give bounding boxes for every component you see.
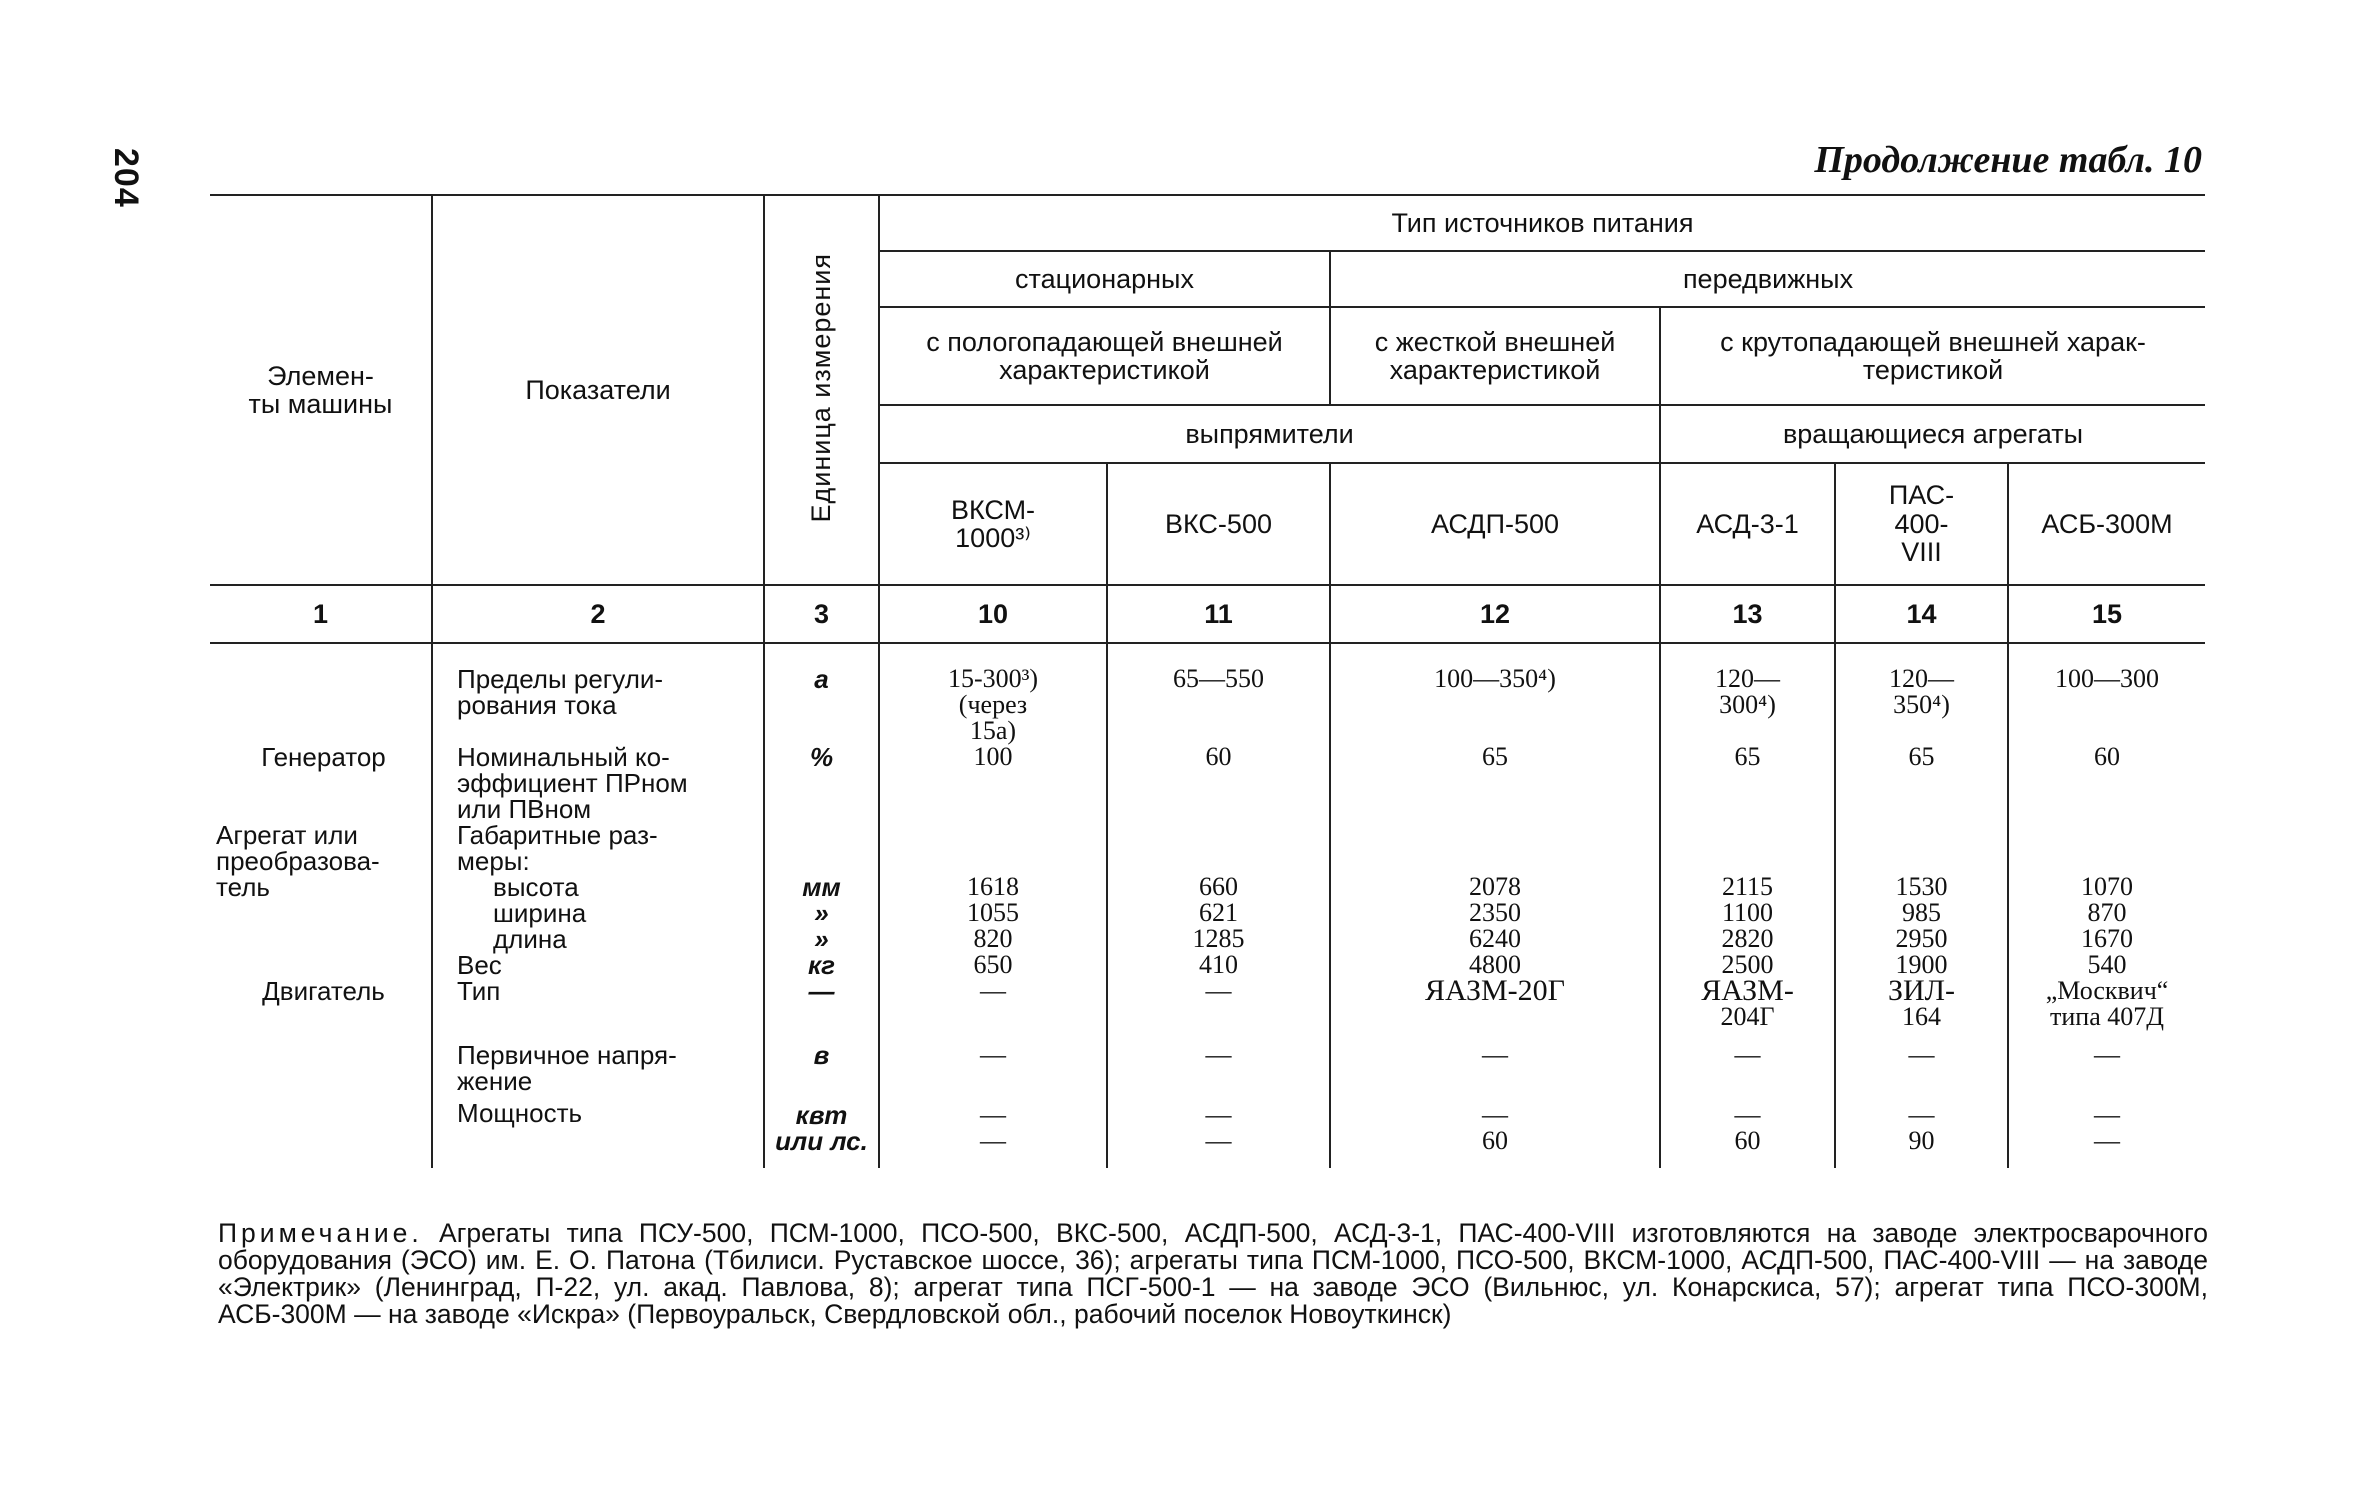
header-steep-characteristic: с крутопадающей внешней харак- теристикой	[1660, 307, 2205, 405]
model-pas-400-viii: ПАС- 400- VIII	[1835, 463, 2008, 585]
header-elements: Элемен- ты машины	[210, 195, 432, 585]
table-row: Генератор Номинальный ко- эффициент ПРном или ПВном % 100 60 65 65 65 60	[210, 744, 2205, 822]
col-num: 14	[1835, 585, 2008, 643]
table-row: высота ширина длина мм » » 1618 1055 820 660 621 1285 2078 2350 6240 2115 1100 2820 1530 985 2950 1070 870 1670	[210, 874, 2205, 952]
col-num: 2	[432, 585, 764, 643]
model-vks-500: ВКС-500	[1107, 463, 1330, 585]
header-source-type: Тип источников питания	[879, 195, 2205, 251]
footnote-label: Примечание.	[218, 1218, 423, 1248]
table-row: Первичное напря- жение в — — — — — —	[210, 1030, 2205, 1094]
header-indicators: Показатели	[432, 195, 764, 585]
table-footnote	[218, 1220, 2208, 1328]
col-num: 13	[1660, 585, 1835, 643]
model-asdp-500: АСДП-500	[1330, 463, 1660, 585]
header-unit: Единица измерения	[764, 195, 879, 585]
model-asb-300m: АСБ-300М	[2008, 463, 2205, 585]
header-falling-characteristic: с пологопадающей внешней характеристикой	[879, 307, 1330, 405]
col-num: 1	[312, 598, 329, 629]
table-row: Двигатель Тип — — — ЯАЗМ-20Г ЯАЗМ- 204Г ЗИЛ- 164 „Москвич“ типа 407Д	[210, 978, 2205, 1030]
col-num: 10	[879, 585, 1107, 643]
header-mobile: передвижных	[1330, 251, 2205, 307]
table-row: Мощность квт или лс. — — — — — 60 — 60 — 90 — —	[210, 1094, 2205, 1168]
model-vksm-1000: ВКСМ- 1000³⁾	[879, 463, 1107, 585]
footnote-text: Агрегаты типа ПСУ-500, ПСМ-1000, ПСО-500, ВКС-500, АСДП-500, АСД-3-1, ПАС-400-VIII изготовляются на заводе электросварочного оборудования (ЭСО) им. Е. О. Патона (Тбилиси. Руставское шоссе, 36); агрегаты типа ПСМ-1000, ПСО-500, ВКСМ-1000, АСДП-500, ПАС-400-VIII — на заводе «Электрик» (Ленинград, П-22, ул. акад. Павлова, 8); агрегат типа ПСГ-500-1 — на заводе ЭСО (Вильнюс, ул. Конарскиса, 57); агрегат типа ПСО-300М, АСБ-300М — на заводе «Искра» (Первоуральск, Свердловской обл., рабочий поселок Новоуткинск)	[218, 1218, 2208, 1329]
page-number: 204	[107, 148, 145, 208]
header-stationary: стационарных	[879, 251, 1330, 307]
col-num: 11	[1107, 585, 1330, 643]
table-row: Агрегат или преобразова- тель Габаритные раз- меры:	[210, 822, 2205, 874]
col-num: 15	[2008, 585, 2205, 643]
power-sources-table	[210, 194, 2205, 1168]
header-rectifiers: выпрямители	[879, 405, 1660, 463]
table-row: Пределы регули- рования тока а 15-300³) (через 15а) 65—550 100—350⁴) 120— 300⁴) 120— 350⁴) 100—300	[210, 666, 2205, 744]
col-num: 3	[764, 585, 879, 643]
table-continuation-label: Продолжение табл. 10	[1814, 139, 2202, 181]
col-num: 12	[1330, 585, 1660, 643]
header-rotating-units: вращающиеся агрегаты	[1660, 405, 2205, 463]
column-numbers-row	[210, 585, 2205, 643]
table-row: Вес кг 650 410 4800 2500 1900 540	[210, 952, 2205, 978]
model-asd-3-1: АСД-3-1	[1660, 463, 1835, 585]
header-rigid-characteristic: с жесткой внешней характеристикой	[1330, 307, 1660, 405]
